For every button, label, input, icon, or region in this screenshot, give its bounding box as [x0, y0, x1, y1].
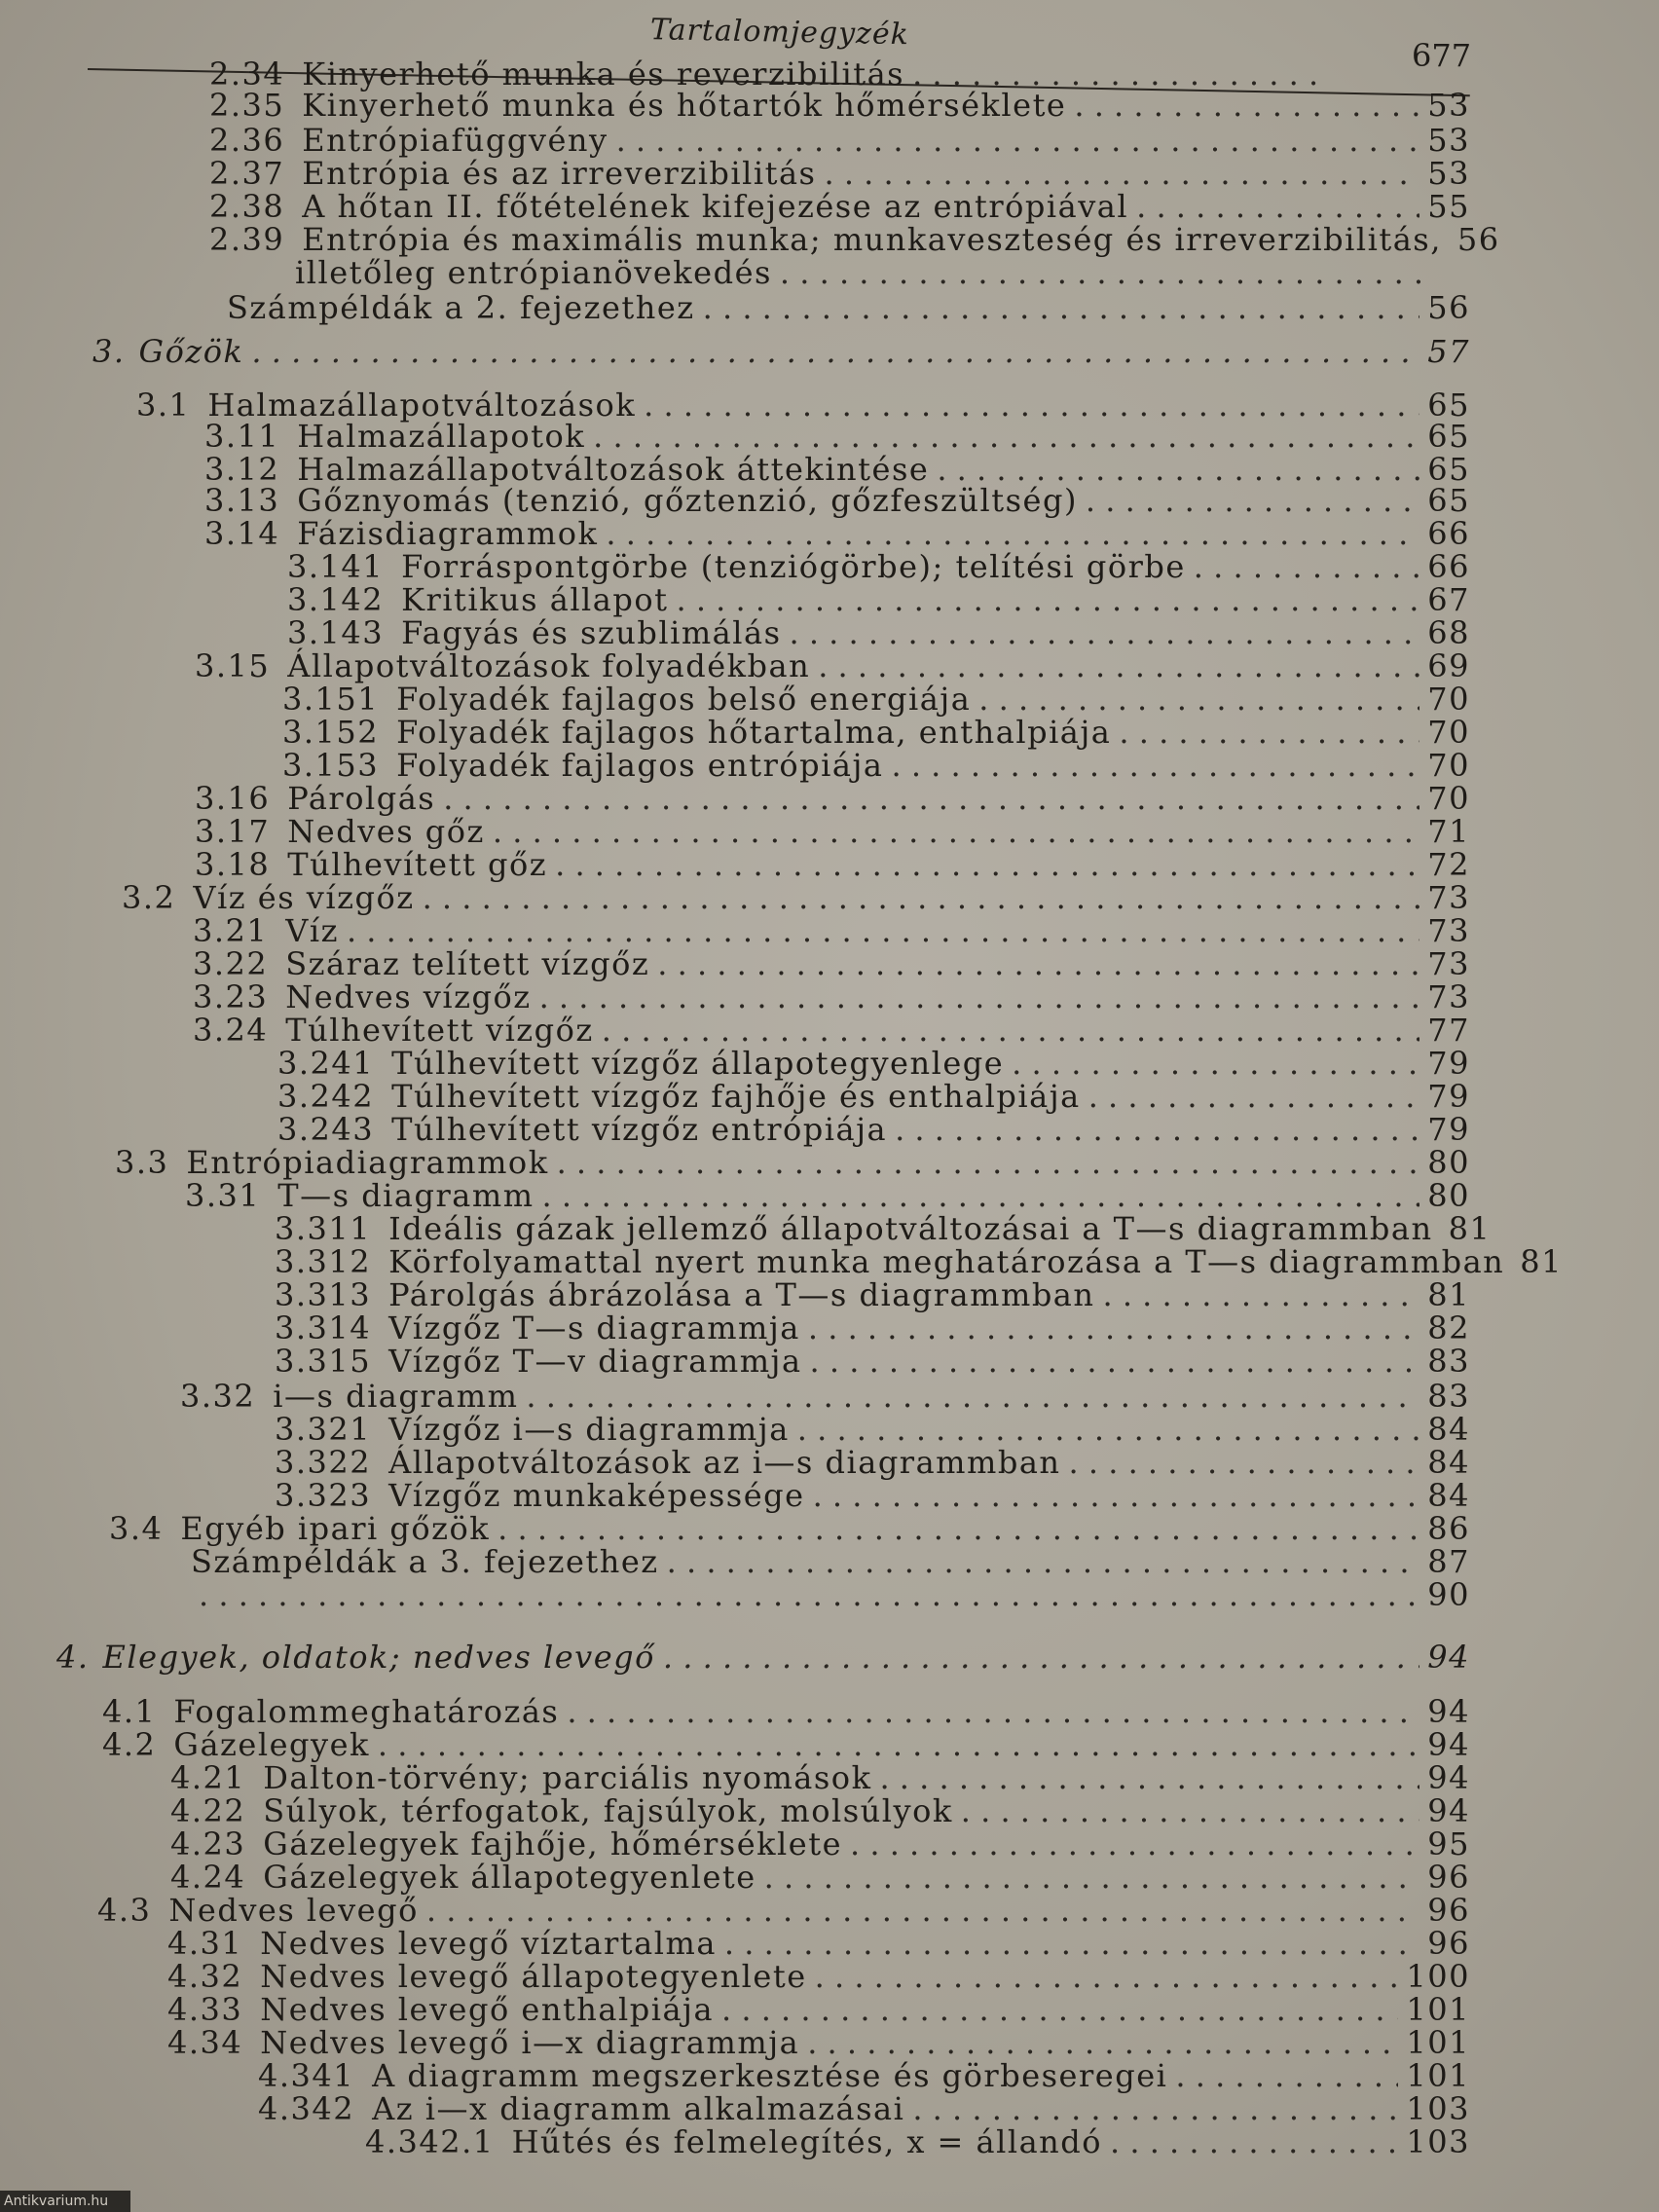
entry-number: 4.2 [102, 1726, 157, 1763]
toc-entry [136, 387, 1470, 424]
entry-title: Gázelegyek [173, 1726, 370, 1763]
entry-page: 71 [1427, 813, 1470, 850]
toc-entry [209, 188, 1470, 225]
entry-title: Gázelegyek állapotegyenlete [263, 1859, 756, 1896]
dot-leader [423, 882, 1420, 913]
entry-number: 3.152 [282, 714, 380, 751]
entry-number: 3.22 [193, 945, 269, 982]
entry-page: 77 [1427, 1012, 1470, 1049]
entry-page: 94 [1427, 1639, 1470, 1676]
toc-entry [209, 55, 1373, 92]
dot-leader [498, 1513, 1419, 1544]
entry-title: Túlhevített vízgőz entrópiája [391, 1111, 888, 1148]
entry-number: 4. [56, 1639, 90, 1676]
toc-entry [277, 1078, 1470, 1115]
entry-number: 4.34 [167, 2024, 243, 2061]
toc-entry [277, 1045, 1470, 1082]
toc-entry [282, 747, 1470, 784]
toc-entry [122, 879, 1470, 916]
entry-page: 86 [1427, 1510, 1470, 1547]
entry-number: 3.151 [282, 681, 380, 718]
dot-leader [542, 1180, 1420, 1211]
dot-leader [797, 1414, 1420, 1445]
dot-leader [593, 421, 1419, 452]
toc-entry [195, 846, 1470, 883]
toc-chapter [56, 1639, 1470, 1676]
entry-page: 80 [1427, 1177, 1470, 1214]
dot-leader [1086, 485, 1419, 516]
entry-page: 101 [1406, 2024, 1470, 2061]
entry-title: Túlhevített vízgőz fajhője és enthalpiája [391, 1078, 1081, 1115]
entry-title: Párolgás [287, 780, 436, 817]
dot-leader [602, 1014, 1420, 1046]
entry-title: Halmazállapotok [297, 418, 586, 455]
entry-title: Kritikus állapot [401, 581, 669, 618]
toc-entry [193, 945, 1470, 982]
toc-entry [167, 1925, 1470, 1962]
toc-entry [209, 221, 1500, 258]
dot-leader [780, 257, 1423, 288]
entry-number: 3.32 [180, 1378, 256, 1415]
entry-number: 3.21 [193, 912, 269, 949]
dot-leader [824, 158, 1419, 189]
toc-entry [167, 1958, 1470, 1995]
entry-page: 103 [1406, 2090, 1470, 2127]
toc-entry [173, 1576, 1470, 1613]
dot-leader [810, 1346, 1420, 1377]
entry-title: Gázelegyek fajhője, hőmérséklete [263, 1825, 843, 1862]
toc-entry [180, 1378, 1470, 1415]
entry-title: Nedves levegő [168, 1892, 419, 1929]
dot-leader [1069, 1447, 1420, 1478]
toc-entry [204, 418, 1470, 455]
header-title: Tartalomjegyzék [649, 13, 910, 53]
entry-number: 3.321 [275, 1411, 372, 1448]
entry-page: 94 [1427, 1726, 1470, 1763]
entry-title: Nedves levegő víztartalma [260, 1925, 717, 1962]
toc-entry [195, 813, 1470, 850]
entry-number: 2.36 [209, 122, 285, 159]
toc-entry [102, 1726, 1470, 1763]
dot-leader [539, 981, 1420, 1013]
entry-page: 103 [1406, 2123, 1470, 2160]
entry-page: 94 [1427, 1759, 1470, 1796]
entry-page: 79 [1427, 1111, 1470, 1148]
toc-entry [277, 254, 1470, 291]
entry-page: 81 [1448, 1210, 1492, 1247]
dot-leader [818, 650, 1419, 682]
entry-number: 4.33 [167, 1991, 243, 2028]
dot-leader [1012, 1048, 1419, 1079]
entry-page: 65 [1427, 451, 1470, 488]
entry-title: Párolgás ábrázolása a T—s diagrammban [388, 1276, 1095, 1313]
entry-page: 73 [1427, 879, 1470, 916]
entry-number: 3.11 [204, 418, 280, 455]
entry-number: 3.243 [277, 1111, 375, 1148]
entry-title: illetőleg entrópianövekedés [295, 254, 772, 291]
entry-page: 53 [1427, 155, 1470, 192]
entry-page: 56 [1427, 289, 1470, 326]
entry-number: 2.34 [209, 55, 285, 92]
toc-entry [204, 451, 1470, 488]
toc-entry [193, 978, 1470, 1015]
entry-title: Halmazállapotváltozások [207, 387, 637, 424]
entry-number: 3.141 [287, 548, 385, 585]
entry-title: Kinyerhető munka és hőtartók hőmérséklete [302, 87, 1067, 124]
entry-number: 3.315 [275, 1343, 372, 1380]
dot-leader [663, 1641, 1419, 1673]
entry-title: Forráspontgörbe (tenziógörbe); telítési görbe [401, 548, 1186, 585]
toc-entry [258, 2057, 1470, 2094]
entry-title: Nedves gőz [287, 813, 485, 850]
dot-leader [667, 1546, 1420, 1577]
entry-title: Kinyerhető munka és reverzibilitás [302, 55, 905, 92]
entry-title: Entrópiafüggvény [302, 122, 608, 159]
entry-page: 82 [1427, 1309, 1470, 1346]
entry-number: 3.4 [109, 1510, 164, 1547]
entry-number: 2.37 [209, 155, 285, 192]
toc-entry [209, 87, 1470, 124]
dot-leader [850, 1828, 1419, 1860]
entry-number: 3.241 [277, 1045, 375, 1082]
entry-title: i—s diagramm [273, 1378, 519, 1415]
entry-number: 3.322 [275, 1444, 372, 1481]
entry-number: 3.1 [136, 387, 191, 424]
entry-number: 3.24 [193, 1012, 269, 1049]
entry-title: Túlhevített vízgőz [285, 1012, 594, 1049]
toc-entry [275, 1243, 1563, 1280]
entry-page: 100 [1406, 1958, 1470, 1995]
toc-entry [195, 647, 1470, 684]
dot-leader [1194, 551, 1419, 582]
entry-title: Számpéldák a 3. fejezethez [191, 1543, 659, 1580]
dot-leader [443, 783, 1419, 814]
entry-title: Gőzök [138, 333, 244, 370]
entry-title: A diagramm megszerkesztése és görbeseregei [372, 2057, 1168, 2094]
entry-title: Dalton-törvény; parciális nyomások [263, 1759, 872, 1796]
entry-title: Vízgőz munkaképessége [388, 1477, 805, 1514]
entry-title: Az i—x diagramm alkalmazásai [372, 2090, 905, 2127]
entry-number: 3.15 [195, 647, 271, 684]
entry-number: 2.38 [209, 188, 285, 225]
toc-entry [282, 681, 1470, 718]
toc-entry [193, 1012, 1470, 1049]
dot-leader [676, 584, 1419, 615]
entry-title: Ideális gázak jellemző állapotváltozásai a T—s diagrammban [388, 1210, 1433, 1247]
toc-entry [275, 1444, 1470, 1481]
entry-number: 3.312 [275, 1243, 372, 1280]
toc-entry [275, 1276, 1470, 1313]
toc-entry [173, 1543, 1470, 1580]
entry-title: Száraz telített vízgőz [285, 945, 650, 982]
entry-number: 4.1 [102, 1693, 157, 1730]
dot-leader [606, 518, 1419, 549]
entry-page: 81 [1520, 1243, 1563, 1280]
entry-number: 3.17 [195, 813, 271, 850]
entry-title: Hűtés és felmelegítés, x = állandó [511, 2123, 1103, 2160]
entry-page: 65 [1427, 387, 1470, 424]
dot-leader [815, 1961, 1399, 1992]
dot-leader [807, 2027, 1398, 2058]
entry-title: Állapotváltozások az i—s diagrammban [388, 1444, 1061, 1481]
toc-entry [275, 1309, 1470, 1346]
entry-title: Nedves vízgőz [285, 978, 532, 1015]
entry-title: Folyadék fajlagos hőtartalma, enthalpiája [396, 714, 1112, 751]
dot-leader [426, 1895, 1419, 1926]
entry-page: 80 [1427, 1144, 1470, 1181]
dot-leader [567, 1696, 1419, 1727]
toc-entry [185, 1177, 1470, 1214]
entry-number: 4.21 [170, 1759, 246, 1796]
entry-page: 96 [1427, 1925, 1470, 1962]
toc-entry [209, 122, 1470, 159]
entry-page: 65 [1427, 482, 1470, 519]
toc-entry [193, 912, 1470, 949]
entry-title: Nedves levegő i—x diagrammja [260, 2024, 800, 2061]
toc-entry [170, 1825, 1470, 1862]
dot-leader [895, 1114, 1419, 1145]
entry-number: 3.153 [282, 747, 380, 784]
dot-leader [616, 125, 1420, 156]
dot-leader [1102, 1279, 1419, 1310]
toc-entry [167, 1991, 1470, 2028]
entry-page: 96 [1427, 1859, 1470, 1896]
dot-leader [879, 1762, 1419, 1793]
dot-leader [1175, 2060, 1398, 2091]
toc-entry [282, 714, 1470, 751]
dot-leader [1136, 191, 1419, 222]
entry-page: 67 [1427, 581, 1470, 618]
entry-page: 68 [1427, 614, 1470, 651]
dot-leader [1074, 90, 1419, 121]
entry-title: Fogalommeghatározás [173, 1693, 560, 1730]
entry-page: 84 [1427, 1411, 1470, 1448]
toc-entry [287, 548, 1470, 585]
dot-leader [937, 454, 1419, 485]
entry-page: 96 [1427, 1892, 1470, 1929]
entry-page: 55 [1427, 188, 1470, 225]
toc-entry [204, 482, 1470, 519]
dot-leader [724, 1928, 1419, 1959]
dot-leader [721, 1994, 1398, 2025]
dot-leader [526, 1381, 1419, 1412]
entry-number: 4.342.1 [365, 2123, 495, 2160]
toc-entry [204, 515, 1470, 552]
dot-leader [347, 915, 1419, 946]
entry-page: 69 [1427, 647, 1470, 684]
entry-page: 70 [1427, 780, 1470, 817]
entry-title: Nedves levegő enthalpiája [260, 1991, 715, 2028]
dot-leader [789, 617, 1419, 648]
entry-page: 101 [1406, 1991, 1470, 2028]
entry-title: Körfolyamattal nyert munka meghatározása a T—s diagrammban [388, 1243, 1505, 1280]
toc-entry [287, 581, 1470, 618]
toc-entry [275, 1343, 1470, 1380]
toc-entry [209, 289, 1470, 326]
entry-title: Gőznyomás (tenzió, gőztenzió, gőzfeszültség) [297, 482, 1078, 519]
entry-page: 72 [1427, 846, 1470, 883]
dot-leader [808, 1312, 1419, 1344]
entry-number: 3.23 [193, 978, 269, 1015]
entry-title: Nedves levegő állapotegyenlete [260, 1958, 807, 1995]
entry-page: 83 [1427, 1378, 1470, 1415]
toc-chapter [92, 333, 1470, 370]
entry-page: 101 [1406, 2057, 1470, 2094]
dot-leader [1110, 2126, 1398, 2157]
entry-page: 53 [1427, 122, 1470, 159]
entry-title: A hőtan II. főtételének kifejezése az entrópiával [302, 188, 1129, 225]
entry-page: 81 [1427, 1276, 1470, 1313]
dot-leader [493, 816, 1419, 847]
entry-number: 3.323 [275, 1477, 372, 1514]
dot-leader [378, 1729, 1419, 1760]
entry-page: 79 [1427, 1078, 1470, 1115]
entry-number: 3.143 [287, 614, 385, 651]
dot-leader [978, 683, 1419, 715]
toc-entry [109, 1510, 1470, 1547]
toc-entry [102, 1693, 1470, 1730]
entry-number: 4.31 [167, 1925, 243, 1962]
toc-entry [365, 2123, 1470, 2160]
entry-number: 3.142 [287, 581, 385, 618]
dot-leader [644, 389, 1419, 421]
dot-leader [1119, 717, 1419, 748]
entry-page: 57 [1427, 333, 1470, 370]
entry-page: 66 [1427, 515, 1470, 552]
entry-number: 4.23 [170, 1825, 246, 1862]
entry-number: 3.3 [115, 1144, 169, 1181]
toc-entry [115, 1144, 1470, 1181]
dot-leader [813, 1480, 1420, 1511]
toc-entry [258, 2090, 1470, 2127]
entry-page: 90 [1427, 1576, 1470, 1613]
entry-number: 4.342 [258, 2090, 355, 2127]
dot-leader [961, 1795, 1420, 1826]
entry-title: Entrópia és maximális munka; munkaveszteség és irreverzibilitás, [302, 221, 1442, 258]
entry-page: 66 [1427, 548, 1470, 585]
toc-entry [167, 2024, 1470, 2061]
entry-title: Súlyok, térfogatok, fajsúlyok, molsúlyok [263, 1792, 953, 1829]
entry-title: Vízgőz T—v diagrammja [388, 1343, 802, 1380]
entry-title: Folyadék fajlagos entrópiája [396, 747, 884, 784]
toc-entry [275, 1477, 1470, 1514]
entry-page: 70 [1427, 747, 1470, 784]
entry-title: Entrópiadiagrammok [186, 1144, 549, 1181]
entry-number: 3. [92, 333, 126, 370]
entry-page: 56 [1456, 221, 1500, 258]
entry-number: 2.39 [209, 221, 285, 258]
dot-leader [657, 948, 1419, 979]
entry-number: 3.31 [185, 1177, 261, 1214]
entry-title: Állapotváltozások folyadékban [287, 647, 811, 684]
entry-page: 73 [1427, 978, 1470, 1015]
entry-page: 84 [1427, 1444, 1470, 1481]
entry-number: 2.35 [209, 87, 285, 124]
dot-leader [912, 2093, 1398, 2124]
entry-title: Túlhevített gőz [287, 846, 548, 883]
entry-page: 73 [1427, 945, 1470, 982]
dot-leader [251, 336, 1419, 367]
entry-number: 4.3 [97, 1892, 152, 1929]
entry-title: Entrópia és az irreverzibilitás [302, 155, 817, 192]
toc-entry [170, 1859, 1470, 1896]
toc-entry [195, 780, 1470, 817]
entry-page: 94 [1427, 1792, 1470, 1829]
entry-title: Egyéb ipari gőzök [180, 1510, 491, 1547]
entry-title: Víz és vízgőz [193, 879, 415, 916]
entry-page: 73 [1427, 912, 1470, 949]
entry-page: 70 [1427, 714, 1470, 751]
entry-number: 3.242 [277, 1078, 375, 1115]
entry-page: 83 [1427, 1343, 1470, 1380]
entry-title: Halmazállapotváltozások áttekintése [297, 451, 930, 488]
entry-title: Túlhevített vízgőz állapotegyenlege [391, 1045, 1005, 1082]
dot-leader [891, 750, 1419, 781]
entry-number: 3.16 [195, 780, 271, 817]
entry-page: 79 [1427, 1045, 1470, 1082]
entry-number: 3.313 [275, 1276, 372, 1313]
entry-number: 4.24 [170, 1859, 246, 1896]
toc-entry [170, 1759, 1470, 1796]
entry-number: 4.32 [167, 1958, 243, 1995]
entry-title: Elegyek, oldatok; nedves levegő [102, 1639, 655, 1676]
toc-entry [170, 1792, 1470, 1829]
entry-page: 95 [1427, 1825, 1470, 1862]
page-number: 677 [1412, 37, 1472, 74]
entry-title: Számpéldák a 2. fejezethez [227, 289, 695, 326]
entry-title: Vízgőz T—s diagrammja [388, 1309, 800, 1346]
entry-number: 3.311 [275, 1210, 372, 1247]
entry-title: Víz [285, 912, 339, 949]
toc-entry [275, 1411, 1470, 1448]
entry-title: Fázisdiagrammok [297, 515, 599, 552]
entry-page: 65 [1427, 418, 1470, 455]
entry-title: T—s diagramm [277, 1177, 535, 1214]
entry-number: 4.341 [258, 2057, 355, 2094]
entry-title: Vízgőz i—s diagrammja [388, 1411, 790, 1448]
toc-entry [287, 614, 1470, 651]
entry-page: 84 [1427, 1477, 1470, 1514]
dot-leader [703, 292, 1420, 323]
entry-title: Fagyás és szublimálás [401, 614, 782, 651]
entry-number: 3.12 [204, 451, 280, 488]
entry-number: 3.14 [204, 515, 280, 552]
dot-leader [199, 1579, 1419, 1610]
entry-page: 87 [1427, 1543, 1470, 1580]
entry-number: 3.18 [195, 846, 271, 883]
dot-leader [912, 58, 1326, 90]
toc-entry [209, 155, 1470, 192]
watermark: Antikvarium.hu [0, 2191, 130, 2212]
entry-number: 3.314 [275, 1309, 372, 1346]
entry-number: 4.22 [170, 1792, 246, 1829]
toc-entry [97, 1892, 1470, 1929]
entry-page: 70 [1427, 681, 1470, 718]
entry-number: 3.13 [204, 482, 280, 519]
toc-entry [275, 1210, 1492, 1247]
entry-number: 3.2 [122, 879, 176, 916]
entry-page: 94 [1427, 1693, 1470, 1730]
dot-leader [1088, 1081, 1420, 1112]
dot-leader [764, 1862, 1420, 1893]
dot-leader [555, 849, 1419, 880]
entry-page: 53 [1427, 87, 1470, 124]
toc-entry [277, 1111, 1470, 1148]
entry-title: Folyadék fajlagos belső energiája [396, 681, 972, 718]
dot-leader [557, 1147, 1420, 1178]
